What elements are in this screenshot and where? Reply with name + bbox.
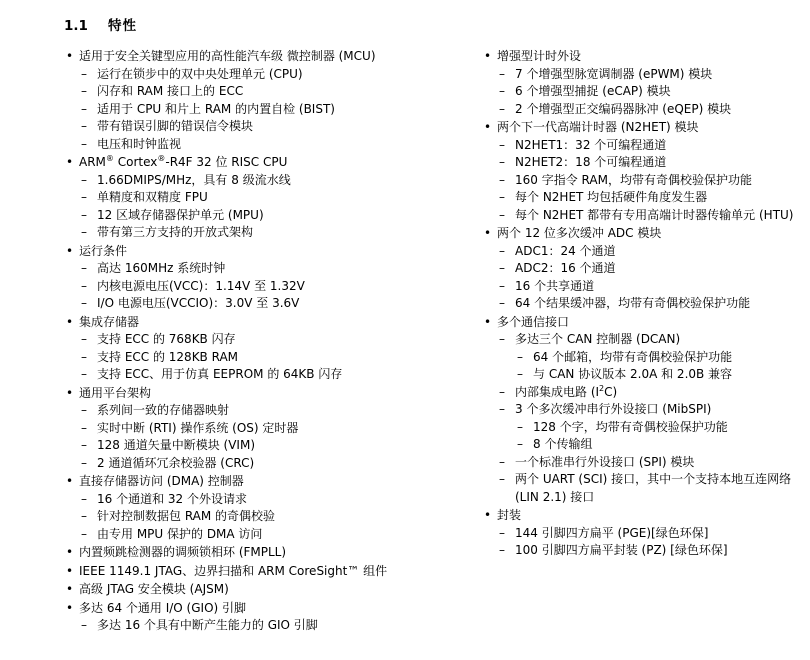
list-item — [79, 455, 446, 473]
dash-text: – ADC2：16 个通道 — [515, 260, 802, 278]
list-item — [64, 154, 446, 242]
dash-text: – 运行在锁步中的双中央处理单元 (CPU) — [97, 66, 446, 84]
sub-list — [497, 525, 802, 560]
dash-text: – 12 区域存储器保护单元 (MPU) — [97, 207, 446, 225]
list-item — [64, 563, 446, 581]
list-item — [79, 172, 446, 190]
dash-text: – 电压和时钟监视 — [97, 136, 446, 154]
list-item — [497, 542, 802, 560]
feature-list-right — [482, 48, 802, 560]
bullet-text: • ARM® Cortex®-R4F 32 位 RISC CPU — [79, 154, 446, 172]
section-title: 特性 — [108, 18, 137, 34]
sub-list — [497, 243, 802, 313]
section-heading — [64, 14, 792, 34]
dash-text: – 6 个增强型捕捉 (eCAP) 模块 — [515, 83, 802, 101]
dash-text: – 每个 N2HET 都带有专用高端计时器传输单元 (HTU) — [515, 207, 802, 225]
list-item — [79, 83, 446, 101]
list-item — [497, 189, 802, 207]
dash-text: – 2 通道循环冗余校验器 (CRC) — [97, 455, 446, 473]
dash-text: – N2HET2：18 个可编程通道 — [515, 154, 802, 172]
sub-list — [79, 172, 446, 242]
list-item — [482, 48, 802, 118]
list-item — [79, 278, 446, 296]
sub-list — [497, 331, 802, 506]
list-item — [497, 66, 802, 84]
list-item — [79, 617, 446, 635]
list-item — [482, 119, 802, 224]
dash-text: – 由专用 MPU 保护的 DMA 访问 — [97, 526, 446, 544]
list-item — [64, 314, 446, 384]
sub-list — [79, 402, 446, 472]
list-item — [515, 419, 802, 437]
dash-text: – 与 CAN 协议版本 2.0A 和 2.0B 兼容 — [533, 366, 802, 384]
bullet-text: • 集成存储器 — [79, 314, 446, 332]
dash-text: – ADC1：24 个通道 — [515, 243, 802, 261]
list-item — [64, 581, 446, 599]
list-item — [497, 384, 802, 402]
dash-text: – 一个标准串行外设接口 (SPI) 模块 — [515, 454, 802, 472]
list-item — [497, 471, 802, 506]
dash-text: – 带有错误引脚的错误信令模块 — [97, 118, 446, 136]
list-item — [497, 207, 802, 225]
list-item — [497, 260, 802, 278]
list-item — [79, 508, 446, 526]
list-item — [64, 48, 446, 153]
left-column — [64, 48, 454, 636]
dash-text: – 128 个字，均带有奇偶校验保护功能 — [533, 419, 802, 437]
bullet-text: • 两个 12 位多次缓冲 ADC 模块 — [497, 225, 802, 243]
section-number: 1.1 — [64, 18, 88, 34]
superscript-2: 2 — [599, 383, 605, 393]
sub-list — [79, 260, 446, 313]
dash-text: – 3 个多次缓冲串行外设接口 (MibSPI) — [515, 401, 802, 419]
list-item — [515, 349, 802, 367]
list-item — [79, 402, 446, 420]
dash-text: – 多达 16 个具有中断产生能力的 GIO 引脚 — [97, 617, 446, 635]
list-item — [482, 314, 802, 507]
dash-text: – 系列间一致的存储器映射 — [97, 402, 446, 420]
list-item — [497, 83, 802, 101]
dash-text: – 128 通道矢量中断模块 (VIM) — [97, 437, 446, 455]
list-item — [497, 137, 802, 155]
list-item — [497, 278, 802, 296]
list-item — [79, 366, 446, 384]
bullet-text: • 多个通信接口 — [497, 314, 802, 332]
dash-text: – N2HET1：32 个可编程通道 — [515, 137, 802, 155]
list-item — [497, 154, 802, 172]
list-item — [79, 118, 446, 136]
list-item — [79, 101, 446, 119]
dash-text: – I/O 电源电压(VCCIO)：3.0V 至 3.6V — [97, 295, 446, 313]
dash-text: – 多达三个 CAN 控制器 (DCAN) — [515, 331, 802, 349]
dash-text: – 1.66DMIPS/MHz，具有 8 级流水线 — [97, 172, 446, 190]
list-item — [79, 136, 446, 154]
dash-text: – 16 个通道和 32 个外设请求 — [97, 491, 446, 509]
dash-text: – 内核电源电压(VCC)：1.14V 至 1.32V — [97, 278, 446, 296]
sub-list — [79, 66, 446, 154]
sub-list — [497, 66, 802, 119]
registered-mark: ® — [157, 154, 166, 163]
list-item — [482, 225, 802, 313]
list-item — [497, 401, 802, 454]
list-item — [497, 295, 802, 313]
dash-text: – 160 字指令 RAM，均带有奇偶校验保护功能 — [515, 172, 802, 190]
list-item — [79, 526, 446, 544]
list-item — [79, 260, 446, 278]
dash-text: – 支持 ECC、用于仿真 EEPROM 的 64KB 闪存 — [97, 366, 446, 384]
dash-text: – 支持 ECC 的 128KB RAM — [97, 349, 446, 367]
list-item — [79, 224, 446, 242]
list-item — [79, 295, 446, 313]
bullet-text: • 增强型计时外设 — [497, 48, 802, 66]
list-item — [497, 243, 802, 261]
dash-text: – 7 个增强型脉宽调制器 (ePWM) 模块 — [515, 66, 802, 84]
bullet-text: • 内置频跳检测器的调频锁相环 (FMPLL) — [79, 544, 446, 562]
list-item — [79, 331, 446, 349]
list-item — [497, 525, 802, 543]
bullet-text: • 直接存储器访问 (DMA) 控制器 — [79, 473, 446, 491]
sub-list — [79, 491, 446, 544]
dash-text: – 16 个共享通道 — [515, 278, 802, 296]
list-item — [79, 349, 446, 367]
two-column-body — [64, 48, 792, 636]
dash-text: – 8 个传输组 — [533, 436, 802, 454]
sub-list — [497, 137, 802, 225]
bullet-text: • 两个下一代高端计时器 (N2HET) 模块 — [497, 119, 802, 137]
list-item — [79, 189, 446, 207]
list-item — [64, 600, 446, 635]
bullet-text: • 适用于安全关键型应用的高性能汽车级 微控制器 (MCU) — [79, 48, 446, 66]
registered-mark: ® — [105, 154, 114, 163]
dash-text: – 高达 160MHz 系统时钟 — [97, 260, 446, 278]
dash-text: – 实时中断 (RTI) 操作系统 (OS) 定时器 — [97, 420, 446, 438]
bullet-text: • 多达 64 个通用 I/O (GIO) 引脚 — [79, 600, 446, 618]
list-item — [497, 172, 802, 190]
list-item — [497, 101, 802, 119]
dash-text: – 适用于 CPU 和片上 RAM 的内置自检 (BIST) — [97, 101, 446, 119]
list-item — [497, 454, 802, 472]
sub-list — [79, 331, 446, 384]
list-item — [79, 437, 446, 455]
dash-text: – 单精度和双精度 FPU — [97, 189, 446, 207]
bullet-text: • IEEE 1149.1 JTAG、边界扫描和 ARM CoreSight™ 组件 — [79, 563, 446, 581]
dash-text: – 64 个结果缓冲器，均带有奇偶校验保护功能 — [515, 295, 802, 313]
dash-text: – 针对控制数据包 RAM 的奇偶校验 — [97, 508, 446, 526]
list-item — [79, 66, 446, 84]
sub-sub-list — [515, 419, 802, 454]
list-item — [64, 473, 446, 543]
bullet-text: • 高级 JTAG 安全模块 (AJSM) — [79, 581, 446, 599]
bullet-text: • 通用平台架构 — [79, 385, 446, 403]
sub-sub-list — [515, 349, 802, 384]
list-item — [64, 544, 446, 562]
list-item — [64, 385, 446, 473]
list-item — [79, 420, 446, 438]
bullet-text: • 运行条件 — [79, 243, 446, 261]
bullet-text: • 封装 — [497, 507, 802, 525]
dash-text: – 2 个增强型正交编码器脉冲 (eQEP) 模块 — [515, 101, 802, 119]
dash-text: – 100 引脚四方扁平封装 (PZ) [绿色环保] — [515, 542, 802, 560]
dash-text: – 两个 UART (SCI) 接口，其中一个支持本地互连网络 (LIN 2.1) 接口 — [515, 471, 802, 506]
right-column — [454, 48, 802, 561]
dash-text: – 每个 N2HET 均包括硬件角度发生器 — [515, 189, 802, 207]
dash-text: – 闪存和 RAM 接口上的 ECC — [97, 83, 446, 101]
dash-text: – 带有第三方支持的开放式架构 — [97, 224, 446, 242]
list-item — [515, 366, 802, 384]
list-item — [497, 331, 802, 384]
list-item — [482, 507, 802, 560]
list-item — [64, 243, 446, 313]
dash-text: – 144 引脚四方扁平 (PGE)[绿色环保] — [515, 525, 802, 543]
list-item — [515, 436, 802, 454]
dash-text: – 64 个邮箱，均带有奇偶校验保护功能 — [533, 349, 802, 367]
dash-text: – 支持 ECC 的 768KB 闪存 — [97, 331, 446, 349]
dash-text: – 内部集成电路 $(I^2C)$ — [515, 384, 802, 402]
feature-list-left — [64, 48, 446, 635]
sub-list — [79, 617, 446, 635]
list-item — [79, 207, 446, 225]
list-item — [79, 491, 446, 509]
